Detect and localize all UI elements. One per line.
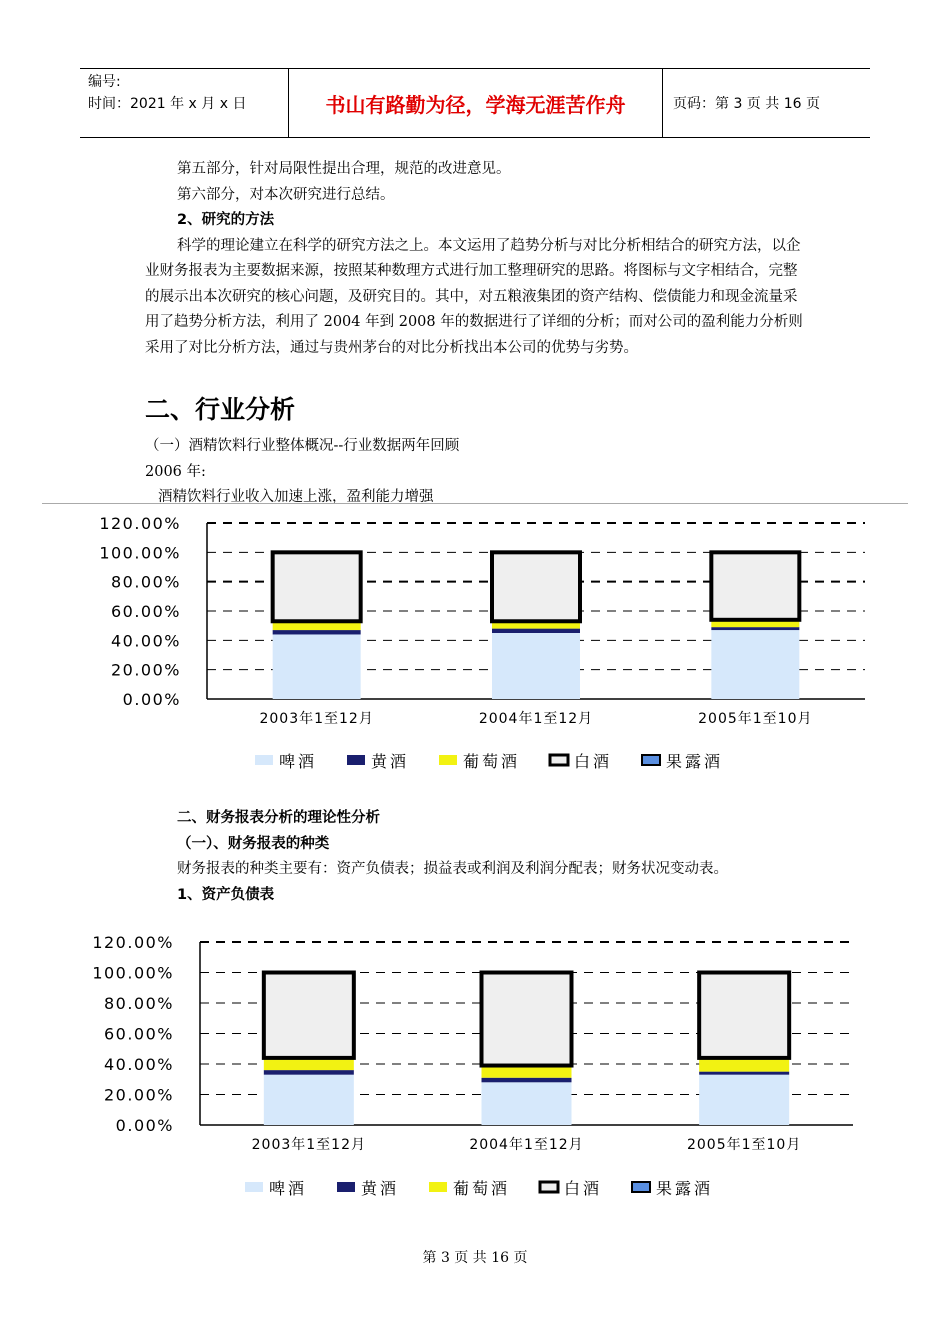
legend-label: 白酒 bbox=[564, 1179, 603, 1198]
legend-swatch bbox=[429, 1182, 447, 1192]
y-tick-label: 60.00% bbox=[110, 602, 181, 621]
y-tick-label: 80.00% bbox=[103, 994, 174, 1013]
bar-segment-白酒 bbox=[482, 973, 572, 1066]
chart-industry-composition-1 bbox=[0, 505, 950, 785]
bar-segment-黄酒 bbox=[711, 627, 799, 630]
legend-label: 黄酒 bbox=[371, 752, 410, 771]
page-footer: 第 3 页 共 16 页 bbox=[422, 1250, 528, 1266]
legend-label: 果露酒 bbox=[656, 1179, 714, 1198]
legend-swatch bbox=[632, 1182, 650, 1192]
paragraph-part6: 第六部分，对本次研究进行总结。 bbox=[177, 186, 395, 203]
legend-label: 葡萄酒 bbox=[463, 752, 521, 771]
page-header bbox=[80, 68, 870, 138]
legend-swatch bbox=[642, 755, 660, 765]
y-tick-label: 40.00% bbox=[103, 1055, 174, 1074]
bar-segment-啤酒 bbox=[699, 1075, 789, 1125]
y-tick-label: 80.00% bbox=[110, 572, 181, 592]
legend-swatch bbox=[245, 1182, 263, 1192]
y-tick-label: 100.00% bbox=[92, 963, 174, 983]
x-tick-label: 2005年1至10月 bbox=[698, 711, 813, 727]
bar-segment-白酒 bbox=[492, 552, 580, 621]
year-label: 2006 年: bbox=[145, 464, 206, 480]
bar-segment-啤酒 bbox=[273, 634, 361, 699]
y-tick-label: 40.00% bbox=[110, 631, 181, 651]
bar-segment-白酒 bbox=[699, 973, 789, 1058]
bar-segment-白酒 bbox=[264, 973, 354, 1058]
bar-segment-葡萄酒 bbox=[699, 1058, 789, 1072]
x-tick-label: 2005年1至10月 bbox=[686, 1137, 802, 1153]
finance-text-block bbox=[145, 806, 810, 908]
x-tick-label: 2003年1至12月 bbox=[251, 1137, 367, 1153]
legend-swatch bbox=[255, 755, 273, 765]
legend-swatch bbox=[347, 755, 365, 765]
method-paragraph: 科学的理论建立在科学的研究方法之上。本文运用了趋势分析与对比分析相结合的研究方法，以企业财务报表为主要数据来源，按照某种数理方式进行加工整理研究的思路。将图标与文字相结合，完整的展示出本次研究的核心问题，及研究目的。其中，对五粮液集团的资产结构、偿债能力和现金流量采用了趋势分析方法，利用了 2004 年到 2008 年的数据进行了详细的分析；而对公司的盈利能力分析则采用了对比分析方法，通过与贵州茅台的对比分析找出本公司的优势与劣势。 bbox=[145, 237, 803, 356]
document-number-label: 编号: bbox=[88, 74, 121, 90]
legend-swatch bbox=[337, 1182, 355, 1192]
industry-summary: 酒精饮料行业收入加速上涨，盈利能力增强 bbox=[158, 489, 434, 505]
x-tick-label: 2004年1至12月 bbox=[478, 711, 594, 727]
y-tick-label: 0.00% bbox=[115, 1116, 174, 1135]
legend-swatch bbox=[550, 755, 568, 765]
header-meta bbox=[80, 69, 288, 137]
finance-subheading: （一）、财务报表的种类 bbox=[177, 835, 330, 852]
bar-segment-白酒 bbox=[273, 552, 361, 621]
method-heading: 2、研究的方法 bbox=[177, 212, 275, 228]
legend-label: 啤酒 bbox=[269, 1179, 308, 1198]
balance-sheet-heading: 1、资产负债表 bbox=[177, 886, 275, 903]
legend-label: 果露酒 bbox=[666, 752, 724, 771]
bar-segment-黄酒 bbox=[273, 630, 361, 634]
x-tick-label: 2003年1至12月 bbox=[259, 711, 374, 727]
intro-text-block bbox=[145, 157, 810, 361]
y-tick-label: 20.00% bbox=[110, 660, 181, 680]
bar-segment-啤酒 bbox=[264, 1075, 354, 1125]
legend-label: 啤酒 bbox=[279, 752, 318, 771]
chart-industry-composition-2 bbox=[0, 925, 950, 1205]
legend-swatch bbox=[439, 755, 457, 765]
finance-heading: 二、财务报表分析的理论性分析 bbox=[177, 810, 380, 826]
divider-line bbox=[42, 503, 908, 504]
y-tick-label: 20.00% bbox=[103, 1085, 174, 1105]
bar-segment-啤酒 bbox=[482, 1082, 572, 1125]
legend-label: 白酒 bbox=[574, 752, 613, 771]
x-tick-label: 2004年1至12月 bbox=[469, 1137, 584, 1153]
bar-segment-黄酒 bbox=[492, 629, 580, 633]
section-title: 二、行业分析 bbox=[145, 395, 296, 424]
bar-segment-啤酒 bbox=[492, 633, 580, 699]
bar-segment-黄酒 bbox=[264, 1070, 354, 1075]
legend-label: 葡萄酒 bbox=[453, 1179, 511, 1198]
y-tick-label: 120.00% bbox=[99, 514, 181, 533]
header-motto: 书山有路勤为径，学海无涯苦作舟 bbox=[288, 69, 663, 137]
bar-segment-黄酒 bbox=[482, 1078, 572, 1083]
y-tick-label: 60.00% bbox=[103, 1024, 174, 1044]
y-tick-label: 120.00% bbox=[92, 933, 174, 952]
y-tick-label: 0.00% bbox=[122, 690, 181, 709]
bar-segment-白酒 bbox=[711, 552, 799, 619]
legend-label: 黄酒 bbox=[361, 1179, 400, 1198]
industry-subheading: （一）酒精饮料行业整体概况--行业数据两年回顾 bbox=[145, 438, 460, 454]
header-page-info: 页码：第 3 页 共 16 页 bbox=[673, 96, 820, 112]
legend-swatch bbox=[540, 1182, 558, 1192]
document-time-label: 时间：2021 年 x 月 x 日 bbox=[88, 96, 247, 112]
bar-segment-啤酒 bbox=[711, 630, 799, 699]
finance-paragraph: 财务报表的种类主要有：资产负债表；损益表或利润及利润分配表；财务状况变动表。 bbox=[177, 861, 728, 877]
bar-segment-黄酒 bbox=[699, 1072, 789, 1075]
paragraph-part5: 第五部分，针对局限性提出合理，规范的改进意见。 bbox=[177, 161, 511, 177]
y-tick-label: 100.00% bbox=[99, 543, 181, 563]
